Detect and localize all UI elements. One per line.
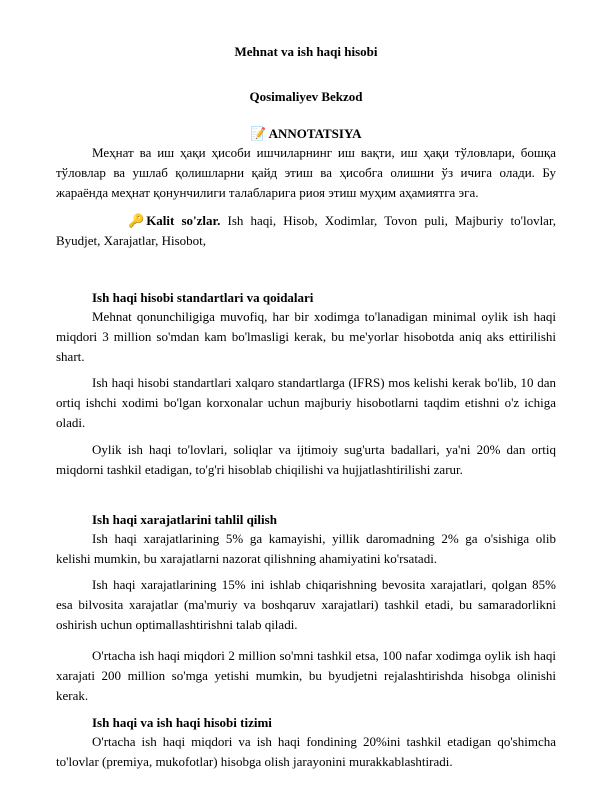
section-paragraph: O'rtacha ish haqi miqdori va ish haqi fondining 20%ini tashkil etadigan qo'shimcha to'lovlar (premiya, mukofotlar) hisobga olish jarayonini murakkablashtiradi. [56,734,556,769]
annotation-text: Меҳнат ва иш ҳақи ҳисоби ишчиларнинг иш вақти, иш ҳақи тўловлари, бошқа тўловлар ва ушлаб қолишларни қайд этиш ва ҳисобга олишни ўз ичига олади. Бу жараёнда меҳнат қонунчилиги талабларига риоя этиш муҳим аҳамиятга эга. [56,145,556,200]
document-author: Qosimaliyev Bekzod [249,89,363,104]
section-heading: Ish haqi va ish haqi hisobi tizimi [92,715,272,730]
keywords-text: Ish haqi, Hisob, Xodimlar, Tovon puli, Majburiy to'lovlar, Byudjet, Xarajatlar, Hisobot, [56,213,557,248]
key-icon: 🔑 [128,213,145,228]
section-heading: Ish haqi xarajatlarini tahlil qilish [92,512,277,527]
section-paragraph: Ish haqi xarajatlarining 15% ini ishlab chiqarishning bevosita xarajatlari, qolgan 85% esa bilvosita xarajatlar (ma'muriy va boshqaruv xarajatlari) tashkil etadi, bu samaradorlikni oshirish uchun optimallashtirishni talab qiladi. [56,577,556,632]
section-heading: Ish haqi hisobi standartlari va qoidalari [92,290,314,305]
keywords-paragraph [56,211,556,251]
section-paragraph: O'rtacha ish haqi miqdori 2 million so'mni tashkil etsa, 100 nafar xodimga oylik ish haqi xarajati 200 million so'mga yetishi mumkin, bu byudjetni rejalashtirishda hisobga olinishi kerak. [56,648,556,703]
annotation-heading-row [0,126,612,142]
section-paragraph: Mehnat qonunchiligiga muvofiq, har bir xodimga to'lanadigan minimal oylik ish haqi miqdori 3 million so'mdan kam bo'lmasligi kerak, bu me'yorlar hisobotda aniq aks ettirilishi shart. [56,309,556,364]
memo-pencil-icon: 📝 [250,126,267,141]
section-paragraph: Ish haqi hisobi standartlari xalqaro standartlarga (IFRS) mos kelishi kerak bo'lib, 10 dan ortiq ishchi xodimi bo'lgan korxonalar uchun majburiy hisobotlarni taqdim etishni o'z ichiga oladi. [56,375,556,430]
section-paragraph: Oylik ish haqi to'lovlari, soliqlar va ijtimoiy sug'urta badallari, ya'ni 20% dan ortiq miqdorni tashkil etadigan, to'g'ri hisoblab chiqilishi va hujjatlashtirilishi zarur. [56,442,556,477]
section-paragraph: Ish haqi xarajatlarining 5% ga kamayishi, yillik daromadning 2% ga o'sishiga olib kelishi mumkin, bu xarajatlarni nazorat qilishning ahamiyatini ko'rsatadi. [56,531,556,566]
document-title: Mehnat va ish haqi hisobi [234,44,378,59]
keywords-label: Kalit so'zlar. [146,213,221,228]
annotation-heading: ANNOTATSIYA [268,126,362,141]
